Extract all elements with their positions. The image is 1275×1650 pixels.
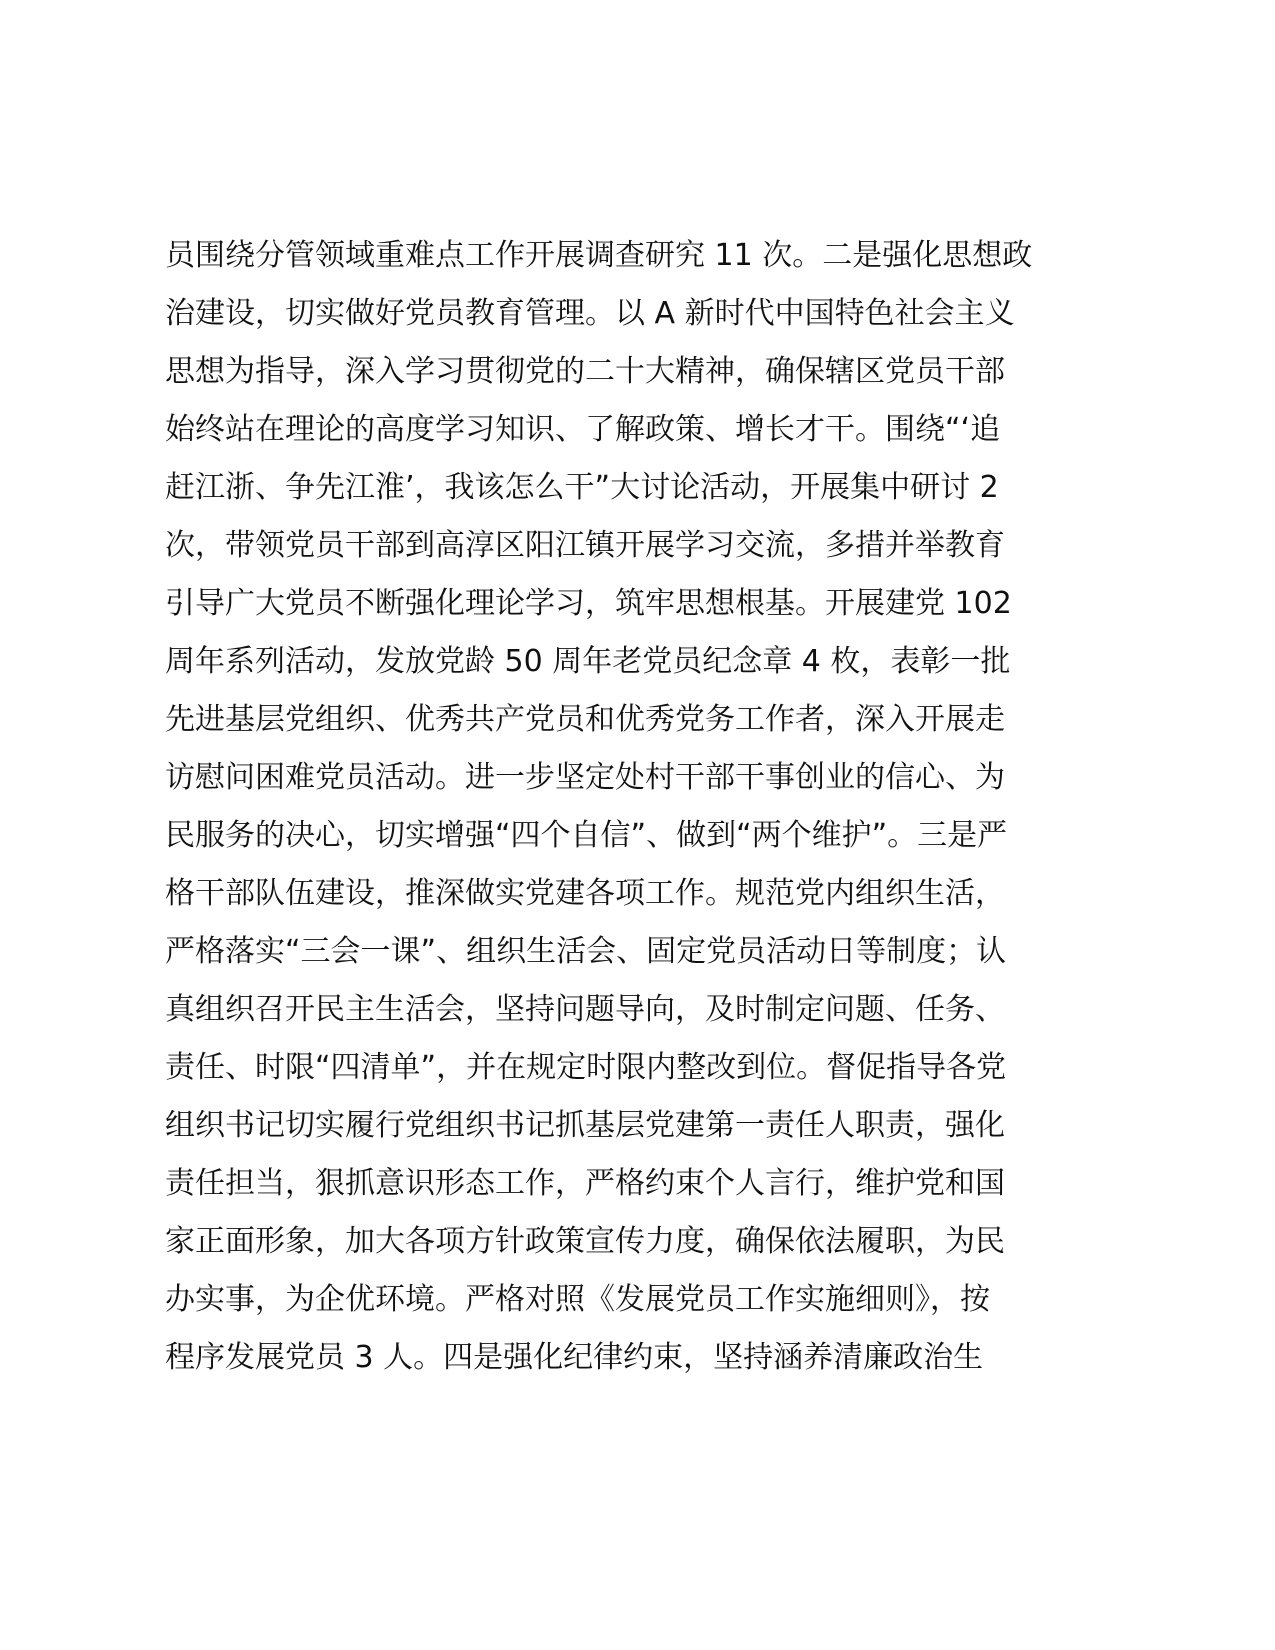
text-line: 办实事，为企优环境。严格对照《发展党员工作实施细则》，按 xyxy=(165,1282,990,1317)
text-line: 访慰问困难党员活动。进一步坚定处村干部干事创业的信心、为 xyxy=(165,760,1005,795)
text-line: 民服务的决心，切实增强“四个自信”、做到“两个维护”。三是严 xyxy=(165,818,1008,853)
text-line: 程序发展党员 3 人。四是强化纪律约束，坚持涵养清廉政治生 xyxy=(165,1340,984,1375)
text-line: 先进基层党组织、优秀共产党员和优秀党务工作者，深入开展走 xyxy=(165,702,1005,737)
text-line: 家正面形象，加大各项方针政策宣传力度，确保依法履职，为民 xyxy=(165,1224,1005,1259)
text-line: 员围绕分管领域重难点工作开展调查研究 11 次。二是强化思想政 xyxy=(165,238,1033,273)
text-line: 组织书记切实履行党组织书记抓基层党建第一责任人职责，强化 xyxy=(165,1108,1005,1143)
text-line: 真组织召开民主生活会，坚持问题导向，及时制定问题、任务、 xyxy=(165,992,1005,1027)
text-line: 始终站在理论的高度学习知识、了解政策、增长才干。围绕“‘追 xyxy=(165,412,1001,447)
text-line: 周年系列活动，发放党龄 50 周年老党员纪念章 4 枚，表彰一批 xyxy=(165,644,1011,679)
text-line: 引导广大党员不断强化理论学习，筑牢思想根基。开展建党 102 xyxy=(165,586,1012,621)
text-line: 治建设，切实做好党员教育管理。以 A 新时代中国特色社会主义 xyxy=(165,296,1015,331)
text-line: 思想为指导，深入学习贯彻党的二十大精神，确保辖区党员干部 xyxy=(165,354,1005,389)
text-line: 格干部队伍建设，推深做实党建各项工作。规范党内组织生活， xyxy=(165,876,1005,911)
text-line: 严格落实“三会一课”、组织生活会、固定党员活动日等制度；认 xyxy=(165,934,1007,969)
body-paragraph xyxy=(165,227,1125,1387)
text-line: 赶江浙、争先江淮’，我该怎么干”大讨论活动，开展集中研讨 2 xyxy=(165,470,999,505)
text-line: 责任担当，狠抓意识形态工作，严格约束个人言行，维护党和国 xyxy=(165,1166,1005,1201)
text-line: 次，带领党员干部到高淳区阳江镇开展学习交流，多措并举教育 xyxy=(165,528,1005,563)
text-line: 责任、时限“四清单”，并在规定时限内整改到位。督促指导各党 xyxy=(165,1050,1007,1085)
